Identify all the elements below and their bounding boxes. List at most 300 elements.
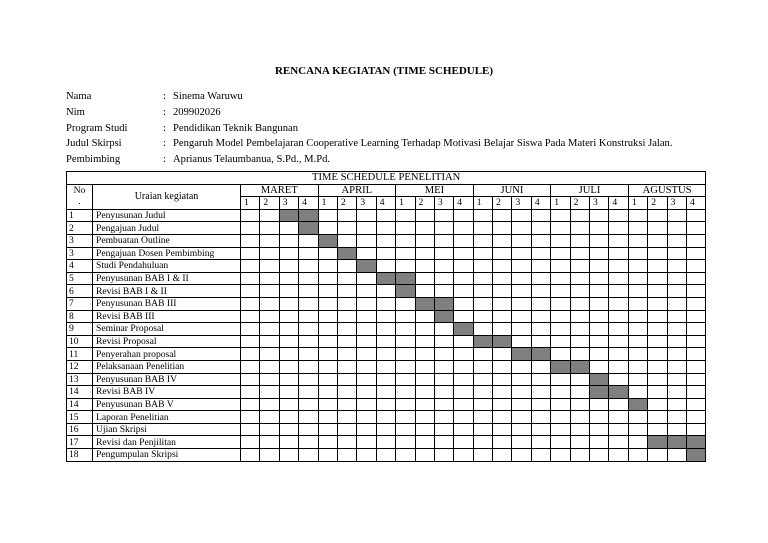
schedule-cell	[454, 260, 473, 273]
schedule-cell	[609, 423, 628, 436]
week-header: 4	[686, 197, 705, 210]
schedule-cell	[512, 449, 531, 462]
month-header: MARET	[241, 184, 319, 197]
schedule-cell	[493, 310, 512, 323]
schedule-cell	[357, 423, 376, 436]
schedule-cell	[260, 260, 279, 273]
schedule-cell	[279, 411, 298, 424]
schedule-cell	[376, 222, 395, 235]
activity-name: Revisi Proposal	[93, 335, 241, 348]
schedule-cell	[434, 222, 453, 235]
schedule-cell	[434, 209, 453, 222]
info-row	[66, 105, 672, 121]
schedule-cell	[473, 272, 492, 285]
schedule-cell	[260, 335, 279, 348]
schedule-cell	[590, 310, 609, 323]
schedule-cell	[415, 222, 434, 235]
schedule-cell	[434, 323, 453, 336]
schedule-cell	[686, 360, 705, 373]
schedule-cell	[473, 234, 492, 247]
schedule-cell-filled	[686, 436, 705, 449]
schedule-cell	[570, 310, 589, 323]
schedule-cell	[551, 222, 570, 235]
schedule-cell	[357, 310, 376, 323]
table-row	[67, 360, 706, 373]
schedule-cell	[454, 423, 473, 436]
schedule-cell	[376, 310, 395, 323]
schedule-cell	[551, 247, 570, 260]
schedule-cell	[318, 411, 337, 424]
schedule-cell	[376, 449, 395, 462]
schedule-cell	[551, 234, 570, 247]
row-number: 4	[67, 260, 93, 273]
schedule-cell	[357, 222, 376, 235]
schedule-cell	[241, 449, 260, 462]
schedule-cell	[260, 423, 279, 436]
schedule-cell	[357, 323, 376, 336]
schedule-cell	[260, 323, 279, 336]
schedule-cell	[279, 335, 298, 348]
info-colon: :	[163, 91, 166, 102]
schedule-cell	[299, 260, 318, 273]
schedule-cell	[686, 260, 705, 273]
row-number: 12	[67, 360, 93, 373]
schedule-cell	[493, 297, 512, 310]
schedule-cell	[337, 373, 356, 386]
table-row	[67, 335, 706, 348]
schedule-cell	[260, 411, 279, 424]
schedule-cell-filled	[686, 449, 705, 462]
schedule-cell	[628, 297, 647, 310]
schedule-cell	[376, 234, 395, 247]
schedule-cell	[260, 297, 279, 310]
schedule-cell	[551, 449, 570, 462]
schedule-cell	[648, 373, 667, 386]
schedule-cell	[590, 323, 609, 336]
activity-name: Penyusunan Judul	[93, 209, 241, 222]
schedule-cell	[570, 209, 589, 222]
schedule-cell	[628, 335, 647, 348]
schedule-cell-filled	[531, 348, 550, 361]
schedule-cell	[260, 373, 279, 386]
schedule-cell	[396, 234, 415, 247]
schedule-cell	[473, 297, 492, 310]
schedule-cell	[531, 360, 550, 373]
week-header: 4	[376, 197, 395, 210]
schedule-cell	[299, 348, 318, 361]
schedule-cell	[260, 285, 279, 298]
schedule-cell-filled	[473, 335, 492, 348]
schedule-cell-filled	[299, 209, 318, 222]
schedule-cell	[648, 398, 667, 411]
schedule-cell	[551, 373, 570, 386]
schedule-cell	[434, 360, 453, 373]
schedule-cell	[396, 335, 415, 348]
info-colon: :	[163, 122, 166, 134]
schedule-cell	[357, 335, 376, 348]
schedule-cell	[260, 247, 279, 260]
week-header: 4	[531, 197, 550, 210]
schedule-cell	[648, 247, 667, 260]
schedule-cell	[318, 310, 337, 323]
schedule-cell	[493, 222, 512, 235]
schedule-cell	[415, 260, 434, 273]
schedule-cell	[570, 423, 589, 436]
schedule-cell	[531, 449, 550, 462]
schedule-cell-filled	[648, 436, 667, 449]
row-number: 1	[67, 209, 93, 222]
schedule-cell	[299, 449, 318, 462]
schedule-cell	[279, 285, 298, 298]
week-header: 1	[396, 197, 415, 210]
schedule-cell	[318, 360, 337, 373]
schedule-cell-filled	[551, 360, 570, 373]
schedule-cell	[357, 297, 376, 310]
month-header: AGUSTUS	[628, 184, 706, 197]
schedule-cell	[299, 297, 318, 310]
row-number: 13	[67, 373, 93, 386]
schedule-cell	[434, 234, 453, 247]
schedule-cell-filled	[318, 234, 337, 247]
schedule-cell	[434, 423, 453, 436]
schedule-cell	[686, 297, 705, 310]
schedule-cell	[415, 209, 434, 222]
schedule-cell	[493, 436, 512, 449]
schedule-cell	[686, 310, 705, 323]
schedule-cell	[337, 285, 356, 298]
schedule-cell	[434, 260, 453, 273]
schedule-cell	[337, 297, 356, 310]
schedule-cell	[260, 449, 279, 462]
schedule-cell	[628, 272, 647, 285]
schedule-cell	[628, 411, 647, 424]
info-row	[66, 121, 672, 137]
schedule-cell	[454, 436, 473, 449]
schedule-cell	[473, 411, 492, 424]
schedule-cell	[590, 423, 609, 436]
schedule-cell	[609, 398, 628, 411]
schedule-cell	[609, 373, 628, 386]
schedule-cell	[318, 260, 337, 273]
schedule-cell	[376, 373, 395, 386]
schedule-cell	[609, 449, 628, 462]
schedule-cell	[512, 260, 531, 273]
schedule-cell	[434, 449, 453, 462]
schedule-cell	[570, 436, 589, 449]
schedule-cell	[570, 297, 589, 310]
schedule-cell	[415, 335, 434, 348]
schedule-cell	[241, 272, 260, 285]
schedule-cell	[648, 386, 667, 399]
schedule-cell-filled	[434, 297, 453, 310]
schedule-cell	[590, 234, 609, 247]
schedule-cell	[260, 398, 279, 411]
schedule-cell	[241, 360, 260, 373]
schedule-cell	[512, 423, 531, 436]
schedule-cell	[493, 360, 512, 373]
schedule-cell	[648, 222, 667, 235]
schedule-cell-filled	[512, 348, 531, 361]
schedule-cell	[667, 222, 686, 235]
schedule-cell	[609, 348, 628, 361]
schedule-cell	[628, 348, 647, 361]
row-number: 17	[67, 436, 93, 449]
row-number: 15	[67, 411, 93, 424]
schedule-cell	[337, 260, 356, 273]
schedule-cell	[667, 335, 686, 348]
schedule-cell	[454, 348, 473, 361]
schedule-cell	[570, 272, 589, 285]
schedule-cell	[512, 222, 531, 235]
week-header: 3	[357, 197, 376, 210]
schedule-cell	[318, 222, 337, 235]
info-label: Judul Skirpsi	[66, 138, 122, 150]
schedule-cell	[493, 209, 512, 222]
week-header: 3	[279, 197, 298, 210]
activity-name: Penyusunan BAB V	[93, 398, 241, 411]
schedule-cell	[570, 386, 589, 399]
row-number: 9	[67, 323, 93, 336]
schedule-cell	[531, 411, 550, 424]
schedule-cell	[686, 209, 705, 222]
schedule-cell	[628, 373, 647, 386]
schedule-cell-filled	[590, 386, 609, 399]
schedule-cell	[512, 360, 531, 373]
schedule-cell	[551, 386, 570, 399]
schedule-cell	[667, 423, 686, 436]
schedule-cell	[415, 398, 434, 411]
schedule-cell	[454, 360, 473, 373]
schedule-cell	[590, 449, 609, 462]
schedule-cell	[609, 310, 628, 323]
table-row	[67, 234, 706, 247]
row-number: 14	[67, 398, 93, 411]
schedule-cell	[376, 260, 395, 273]
week-header: 1	[628, 197, 647, 210]
schedule-cell	[628, 423, 647, 436]
schedule-cell	[512, 310, 531, 323]
schedule-cell	[396, 323, 415, 336]
schedule-cell	[241, 386, 260, 399]
schedule-cell	[454, 285, 473, 298]
schedule-cell	[493, 423, 512, 436]
schedule-cell	[415, 386, 434, 399]
schedule-cell	[241, 222, 260, 235]
schedule-cell	[590, 260, 609, 273]
schedule-cell	[318, 398, 337, 411]
schedule-cell	[686, 323, 705, 336]
schedule-cell	[337, 272, 356, 285]
schedule-cell	[648, 360, 667, 373]
schedule-cell	[609, 436, 628, 449]
schedule-cell	[473, 209, 492, 222]
schedule-cell	[609, 260, 628, 273]
schedule-cell	[570, 449, 589, 462]
schedule-cell	[396, 348, 415, 361]
schedule-cell	[512, 436, 531, 449]
schedule-cell	[260, 272, 279, 285]
schedule-cell	[667, 323, 686, 336]
table-row	[67, 285, 706, 298]
schedule-cell	[279, 247, 298, 260]
row-number: 6	[67, 285, 93, 298]
schedule-cell	[609, 272, 628, 285]
schedule-cell	[473, 348, 492, 361]
table-row	[67, 398, 706, 411]
schedule-cell	[570, 247, 589, 260]
row-number: 3	[67, 247, 93, 260]
schedule-cell	[686, 335, 705, 348]
schedule-cell	[590, 348, 609, 361]
row-number: 8	[67, 310, 93, 323]
week-header: 3	[512, 197, 531, 210]
schedule-cell	[686, 386, 705, 399]
month-header: APRIL	[318, 184, 396, 197]
schedule-cell	[590, 209, 609, 222]
schedule-cell	[357, 234, 376, 247]
schedule-cell	[260, 386, 279, 399]
schedule-cell	[570, 398, 589, 411]
row-number: 16	[67, 423, 93, 436]
week-header: 1	[551, 197, 570, 210]
schedule-cell	[531, 234, 550, 247]
schedule-cell	[667, 247, 686, 260]
schedule-cell	[318, 323, 337, 336]
schedule-cell	[667, 285, 686, 298]
schedule-cell	[279, 234, 298, 247]
schedule-cell	[628, 449, 647, 462]
schedule-cell	[609, 247, 628, 260]
schedule-cell	[551, 260, 570, 273]
schedule-cell	[241, 310, 260, 323]
schedule-cell	[551, 398, 570, 411]
schedule-cell	[667, 310, 686, 323]
row-number: 3	[67, 234, 93, 247]
schedule-cell	[590, 335, 609, 348]
schedule-cell	[337, 398, 356, 411]
activity-header: Uraian kegiatan	[93, 184, 241, 209]
schedule-cell	[376, 411, 395, 424]
schedule-cell	[299, 285, 318, 298]
schedule-cell	[279, 398, 298, 411]
schedule-cell	[473, 323, 492, 336]
schedule-cell	[434, 348, 453, 361]
schedule-cell	[337, 222, 356, 235]
activity-name: Revisi dan Penjilitan	[93, 436, 241, 449]
schedule-cell	[512, 398, 531, 411]
schedule-cell	[241, 285, 260, 298]
schedule-cell	[415, 436, 434, 449]
schedule-cell	[551, 272, 570, 285]
schedule-cell	[241, 297, 260, 310]
schedule-cell	[590, 436, 609, 449]
schedule-cell	[648, 234, 667, 247]
info-row	[66, 89, 672, 105]
schedule-cell	[337, 348, 356, 361]
table-row	[67, 247, 706, 260]
schedule-cell	[279, 310, 298, 323]
schedule-cell	[396, 423, 415, 436]
week-header: 1	[241, 197, 260, 210]
schedule-cell	[415, 234, 434, 247]
schedule-cell	[434, 373, 453, 386]
schedule-cell	[357, 411, 376, 424]
table-row	[67, 373, 706, 386]
schedule-cell	[667, 297, 686, 310]
schedule-cell	[686, 423, 705, 436]
schedule-cell-filled	[609, 386, 628, 399]
schedule-cell	[299, 272, 318, 285]
schedule-cell	[570, 348, 589, 361]
schedule-cell	[667, 411, 686, 424]
info-value: 209902026	[173, 106, 221, 118]
schedule-cell	[396, 373, 415, 386]
schedule-cell	[241, 348, 260, 361]
activity-name: Pengajuan Dosen Pembimbing	[93, 247, 241, 260]
schedule-cell	[628, 386, 647, 399]
schedule-cell	[531, 209, 550, 222]
table-row	[67, 348, 706, 361]
schedule-cell	[686, 285, 705, 298]
table-row	[67, 386, 706, 399]
schedule-cell	[337, 335, 356, 348]
schedule-cell	[299, 323, 318, 336]
schedule-cell	[376, 323, 395, 336]
schedule-cell	[628, 360, 647, 373]
schedule-cell	[609, 222, 628, 235]
schedule-cell	[376, 348, 395, 361]
schedule-cell	[590, 285, 609, 298]
schedule-cell	[628, 247, 647, 260]
schedule-cell	[551, 423, 570, 436]
schedule-cell	[531, 323, 550, 336]
schedule-cell	[570, 373, 589, 386]
schedule-cell	[531, 222, 550, 235]
schedule-cell-filled	[337, 247, 356, 260]
no-header-label: No	[73, 184, 86, 196]
schedule-cell	[493, 323, 512, 336]
schedule-cell	[279, 386, 298, 399]
no-header	[67, 184, 93, 209]
schedule-cell	[260, 436, 279, 449]
week-header: 2	[415, 197, 434, 210]
schedule-cell	[279, 272, 298, 285]
schedule-cell	[648, 272, 667, 285]
schedule-cell	[590, 297, 609, 310]
schedule-cell	[260, 360, 279, 373]
schedule-cell	[376, 360, 395, 373]
schedule-cell	[357, 247, 376, 260]
schedule-cell	[454, 411, 473, 424]
info-label: Nama	[66, 91, 92, 102]
schedule-cell	[628, 234, 647, 247]
schedule-cell	[376, 386, 395, 399]
schedule-cell	[279, 260, 298, 273]
schedule-cell	[609, 297, 628, 310]
info-value: Aprianus Telaumbanua, S.Pd., M.Pd.	[173, 154, 331, 166]
schedule-cell	[493, 272, 512, 285]
schedule-cell	[357, 272, 376, 285]
schedule-cell	[473, 398, 492, 411]
schedule-cell	[434, 285, 453, 298]
schedule-caption: TIME SCHEDULE PENELITIAN	[67, 172, 706, 185]
schedule-cell-filled	[434, 310, 453, 323]
schedule-cell	[376, 335, 395, 348]
schedule-cell	[357, 386, 376, 399]
table-row	[67, 423, 706, 436]
schedule-cell	[609, 209, 628, 222]
schedule-cell	[434, 272, 453, 285]
